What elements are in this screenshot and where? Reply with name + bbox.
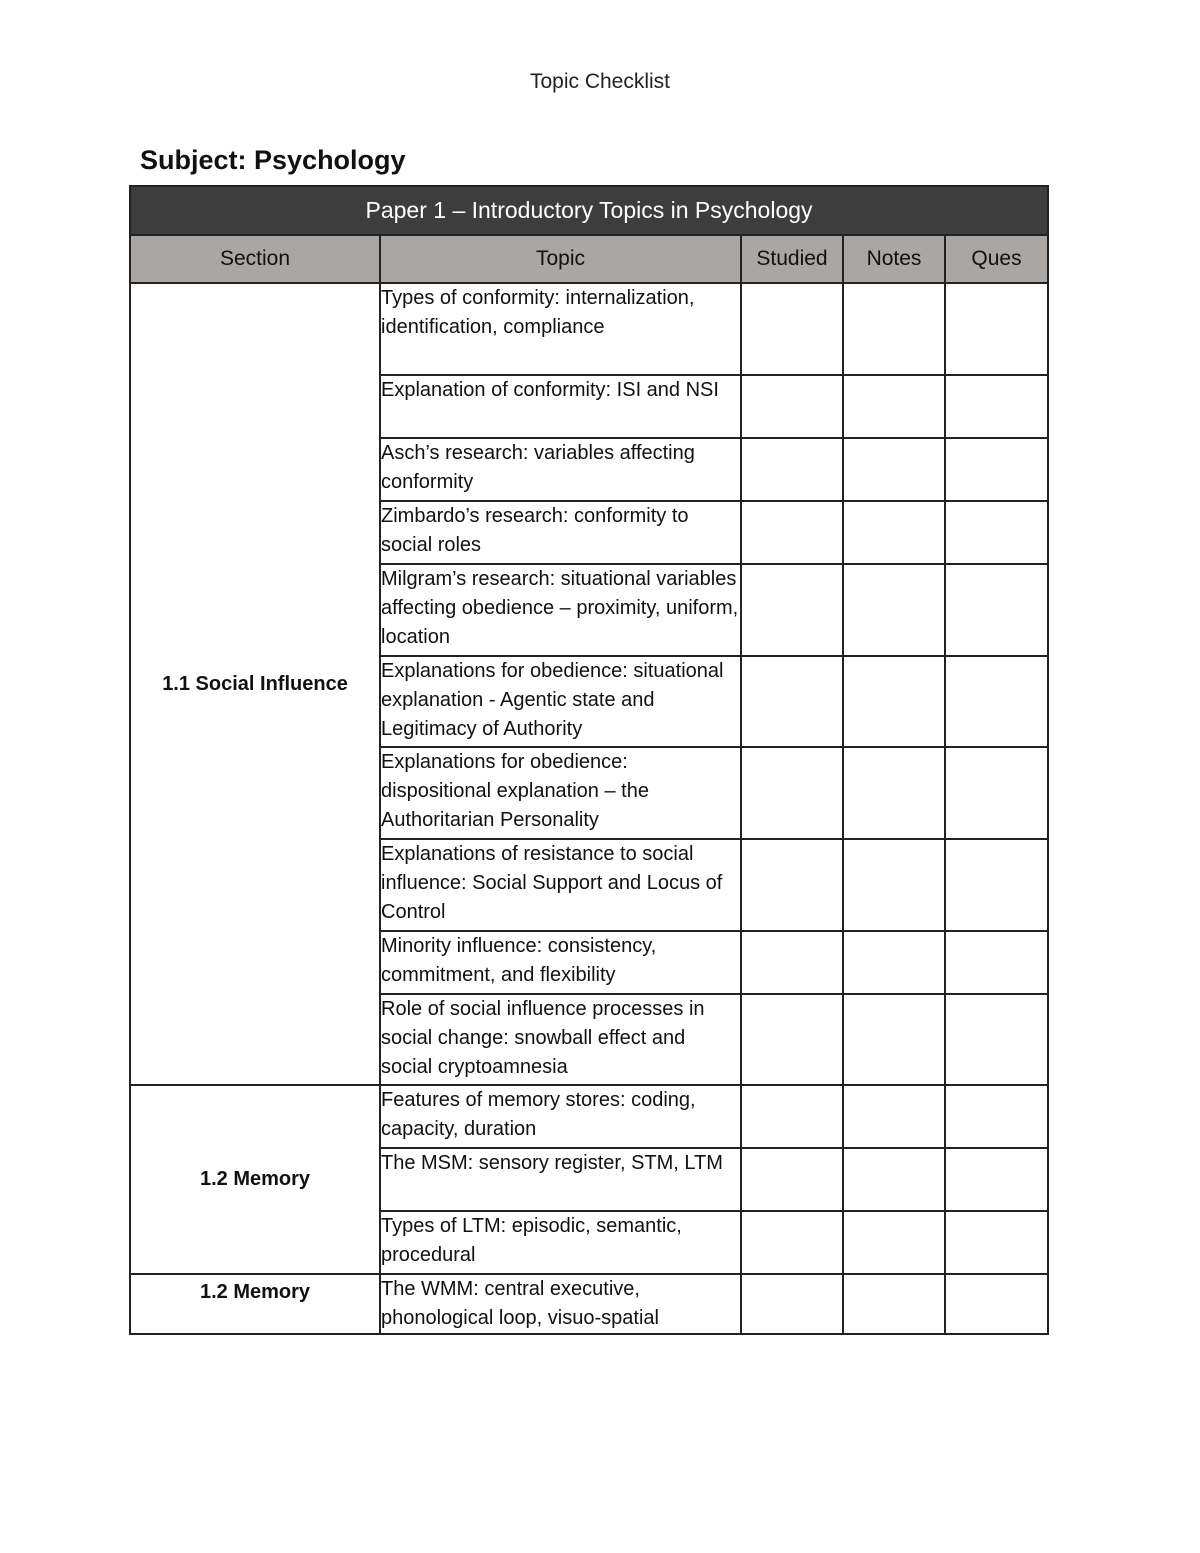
ques-checkbox-cell[interactable]	[945, 375, 1048, 438]
notes-checkbox-cell[interactable]	[843, 1148, 945, 1211]
topic-cell: Minority influence: consistency, commitment, and flexibility	[380, 931, 741, 994]
topic-cell: Features of memory stores: coding, capacity, duration	[380, 1085, 741, 1148]
paper-title: Paper 1 – Introductory Topics in Psychology	[130, 186, 1048, 235]
studied-checkbox-cell[interactable]	[741, 501, 843, 564]
topic-cell: The MSM: sensory register, STM, LTM	[380, 1148, 741, 1211]
subject-title: Subject: Psychology	[140, 145, 406, 175]
column-header-topic: Topic	[380, 235, 741, 283]
section-cell: 1.1 Social Influence	[130, 283, 380, 1085]
ques-checkbox-cell[interactable]	[945, 1148, 1048, 1211]
studied-checkbox-cell[interactable]	[741, 839, 843, 931]
ques-checkbox-cell[interactable]	[945, 564, 1048, 656]
notes-checkbox-cell[interactable]	[843, 994, 945, 1085]
notes-checkbox-cell[interactable]	[843, 839, 945, 931]
studied-checkbox-cell[interactable]	[741, 438, 843, 501]
table-row	[130, 1085, 1048, 1148]
ques-checkbox-cell[interactable]	[945, 1211, 1048, 1274]
notes-checkbox-cell[interactable]	[843, 438, 945, 501]
studied-checkbox-cell[interactable]	[741, 1274, 843, 1334]
topic-cell: Explanation of conformity: ISI and NSI	[380, 375, 741, 438]
studied-checkbox-cell[interactable]	[741, 1148, 843, 1211]
topic-cell: Explanations of resistance to social influence: Social Support and Locus of Control	[380, 839, 741, 931]
notes-checkbox-cell[interactable]	[843, 1085, 945, 1148]
notes-checkbox-cell[interactable]	[843, 564, 945, 656]
studied-checkbox-cell[interactable]	[741, 1211, 843, 1274]
ques-checkbox-cell[interactable]	[945, 839, 1048, 931]
ques-checkbox-cell[interactable]	[945, 747, 1048, 839]
topic-cell: Zimbardo’s research: conformity to social roles	[380, 501, 741, 564]
topic-cell: Types of LTM: episodic, semantic, procedural	[380, 1211, 741, 1274]
ques-checkbox-cell[interactable]	[945, 1085, 1048, 1148]
ques-checkbox-cell[interactable]	[945, 501, 1048, 564]
topic-cell: Asch’s research: variables affecting conformity	[380, 438, 741, 501]
studied-checkbox-cell[interactable]	[741, 1085, 843, 1148]
paper-title-row	[130, 186, 1048, 235]
studied-checkbox-cell[interactable]	[741, 747, 843, 839]
topic-cell: Milgram’s research: situational variables affecting obedience – proximity, uniform, location	[380, 564, 741, 656]
studied-checkbox-cell[interactable]	[741, 656, 843, 747]
column-header-section: Section	[130, 235, 380, 283]
studied-checkbox-cell[interactable]	[741, 283, 843, 375]
column-header-ques: Ques	[945, 235, 1048, 283]
ques-checkbox-cell[interactable]	[945, 438, 1048, 501]
section-cell: 1.2 Memory	[130, 1274, 380, 1334]
ques-checkbox-cell[interactable]	[945, 283, 1048, 375]
ques-checkbox-cell[interactable]	[945, 1274, 1048, 1334]
topic-cell: Explanations for obedience: situational explanation - Agentic state and Legitimacy of Authority	[380, 656, 741, 747]
section-cell: 1.2 Memory	[130, 1085, 380, 1274]
page-header-title: Topic Checklist	[529, 70, 671, 93]
notes-checkbox-cell[interactable]	[843, 931, 945, 994]
table-row	[130, 283, 1048, 375]
notes-checkbox-cell[interactable]	[843, 375, 945, 438]
notes-checkbox-cell[interactable]	[843, 747, 945, 839]
topic-checklist-table	[129, 185, 1049, 1335]
studied-checkbox-cell[interactable]	[741, 375, 843, 438]
topic-cell: Role of social influence processes in social change: snowball effect and social cryptoamnesia	[380, 994, 741, 1085]
notes-checkbox-cell[interactable]	[843, 656, 945, 747]
notes-checkbox-cell[interactable]	[843, 501, 945, 564]
column-header-studied: Studied	[741, 235, 843, 283]
topic-cell: The WMM: central executive, phonological loop, visuo-spatial	[380, 1274, 741, 1334]
ques-checkbox-cell[interactable]	[945, 656, 1048, 747]
studied-checkbox-cell[interactable]	[741, 994, 843, 1085]
notes-checkbox-cell[interactable]	[843, 1274, 945, 1334]
studied-checkbox-cell[interactable]	[741, 931, 843, 994]
table-row	[130, 1274, 1048, 1334]
ques-checkbox-cell[interactable]	[945, 994, 1048, 1085]
column-header-notes: Notes	[843, 235, 945, 283]
notes-checkbox-cell[interactable]	[843, 1211, 945, 1274]
studied-checkbox-cell[interactable]	[741, 564, 843, 656]
topic-cell: Explanations for obedience: dispositional explanation – the Authoritarian Personality	[380, 747, 741, 839]
column-header-row	[130, 235, 1048, 283]
topic-cell: Types of conformity: internalization, identification, compliance	[380, 283, 741, 375]
ques-checkbox-cell[interactable]	[945, 931, 1048, 994]
notes-checkbox-cell[interactable]	[843, 283, 945, 375]
